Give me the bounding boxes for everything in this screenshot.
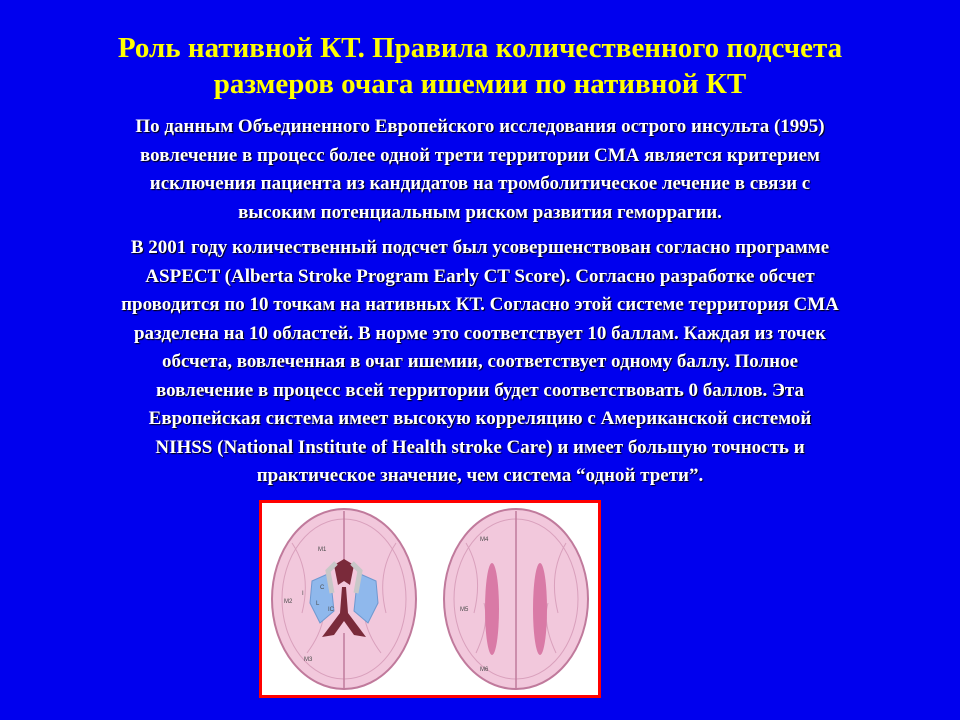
label-l: L bbox=[316, 601, 320, 607]
p2-line: NIHSS (National Institute of Health stroke Care) и имеет большую точность и bbox=[155, 436, 805, 458]
label-m6: M6 bbox=[480, 667, 489, 673]
title-line-2: размеров очага ишемии по нативной КТ bbox=[213, 68, 747, 100]
title-line-1: Роль нативной КТ. Правила количественного подсчета bbox=[117, 32, 843, 64]
p2-line: проводится по 10 точкам на нативных КТ. Согласно этой системе территория СМА bbox=[121, 294, 839, 315]
label-m3: M3 bbox=[304, 657, 313, 663]
p2-line: ASPECT (Alberta Stroke Program Early CT Score). Согласно разработке обсчет bbox=[145, 265, 815, 287]
p1-line: исключения пациента из кандидатов на тромболитическое лечение в связи с bbox=[149, 173, 811, 194]
p1-line: вовлечение в процесс более одной трети территории СМА является критерием bbox=[140, 144, 820, 166]
paragraph-1 bbox=[20, 113, 940, 227]
p2-line: практическое значение, чем система “одной трети”. bbox=[256, 465, 704, 486]
p2-line: Европейская система имеет высокую корреляцию с Американской системой bbox=[148, 408, 812, 429]
brain-slice-ganglionic bbox=[272, 509, 416, 689]
label-m1: M1 bbox=[318, 547, 327, 553]
p1-line: высоким потенциальным риском развития геморрагии. bbox=[238, 201, 722, 223]
label-c: C bbox=[320, 585, 325, 591]
p1-line: По данным Объединенного Европейского исследования острого инсульта (1995) bbox=[135, 116, 825, 137]
aspects-diagram-figure bbox=[259, 500, 601, 698]
slide-title bbox=[40, 30, 920, 102]
aspects-diagram-svg bbox=[262, 503, 598, 695]
ventricle-body-left bbox=[485, 563, 499, 655]
ventricle-body-right bbox=[533, 563, 547, 655]
paragraph-2 bbox=[20, 234, 940, 491]
p2-line: разделена на 10 областей. В норме это соответствует 10 баллам. Каждая из точек bbox=[133, 322, 826, 344]
p2-line: В 2001 году количественный подсчет был усовершенствован согласно программе bbox=[130, 237, 830, 258]
brain-slice-supraganglionic bbox=[444, 509, 588, 689]
label-ic: IC bbox=[328, 607, 334, 613]
p2-line: обсчета, вовлеченная в очаг ишемии, соответствует одному баллу. Полное bbox=[161, 351, 799, 372]
p2-line: вовлечение в процесс всей территории будет соответствовать 0 баллов. Эта bbox=[156, 379, 804, 401]
label-i: I bbox=[302, 591, 304, 597]
label-m2: M2 bbox=[284, 599, 293, 605]
label-m4: M4 bbox=[480, 537, 489, 543]
label-m5: M5 bbox=[460, 607, 469, 613]
